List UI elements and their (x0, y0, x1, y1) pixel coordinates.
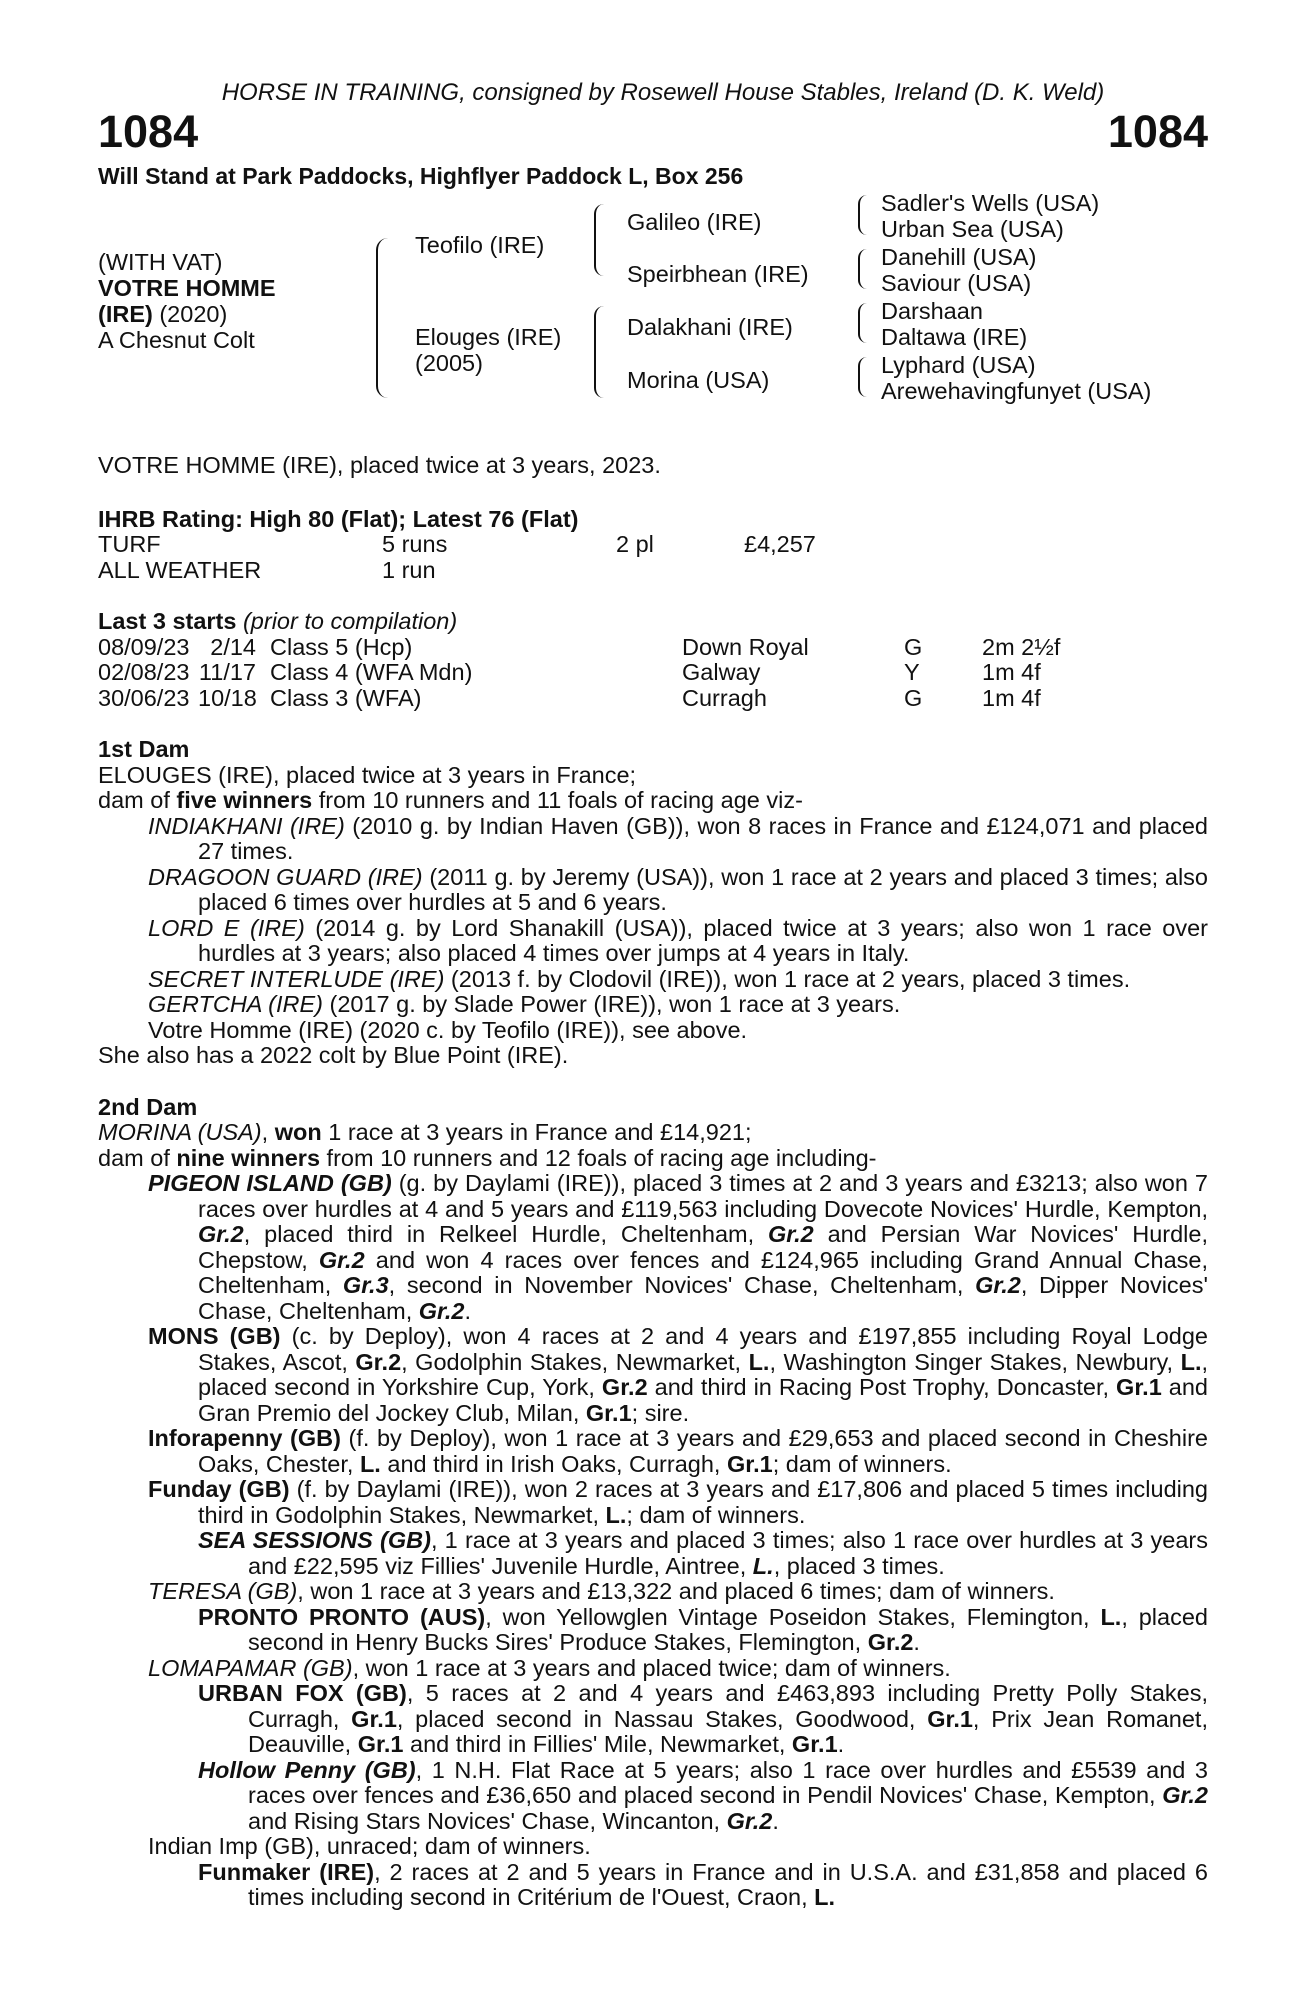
start-course: Galway (682, 659, 761, 685)
brace-3a (858, 195, 867, 235)
pedigree-table (98, 191, 1208, 421)
horse-year: (2020) (152, 301, 228, 327)
first-dam-also: She also has a 2022 colt by Blue Point (IRE). (98, 1042, 569, 1068)
produce-text: , placed second in Henry Bucks Sires' Produce Stakes, Flemington, (248, 1603, 1208, 1655)
produce-inforapenny (148, 1426, 1208, 1477)
produce-entry-votre: Votre Homme (IRE) (2020 c. by Teofilo (IRE)), see above. (148, 1016, 748, 1043)
produce-text: , 5 races at 2 and 4 years and £463,893 including Pretty Polly Stakes, Curragh, (248, 1680, 1208, 1732)
sire-name: Teofilo (IRE) (415, 232, 545, 258)
rating-section (98, 507, 1208, 584)
rating-placed: 2 pl (616, 531, 654, 557)
grade: Gr.1 (351, 1705, 397, 1732)
produce-name: LORD E (IRE) (148, 914, 305, 941)
produce-name: PRONTO PRONTO (AUS) (198, 1603, 486, 1630)
grade: Gr.1 (585, 1399, 632, 1426)
produce-text: , placed second in Nassau Stakes, Goodwood, (396, 1705, 928, 1732)
produce-name: TERESA (GB) (148, 1578, 298, 1604)
produce-lomapamar (148, 1656, 1208, 1682)
start-going: Y (904, 659, 920, 685)
produce-entry (148, 967, 1208, 993)
rating-surface: TURF (98, 531, 161, 557)
grade: Gr.2 (726, 1807, 773, 1834)
grade: Gr.2 (355, 1348, 402, 1375)
grade: Gr.1 (927, 1705, 973, 1732)
start-row (98, 686, 1208, 712)
ped-dds: Lyphard (USA) (881, 352, 1036, 378)
ped-ddd: Arewehavingfunyet (USA) (881, 378, 1152, 404)
second-dam-name: MORINA (USA) (98, 1119, 262, 1145)
ped-sss: Sadler's Wells (USA) (881, 190, 1100, 216)
produce-urban-fox (198, 1681, 1208, 1758)
produce-funmaker (198, 1860, 1208, 1911)
produce-name: INDIAKHANI (IRE) (148, 812, 345, 839)
brace-3c (858, 303, 867, 343)
ped-dss: Darshaan (881, 298, 983, 324)
grade: Gr.3 (342, 1272, 389, 1298)
catalogue-page (98, 80, 1208, 1911)
lot-number-row (98, 105, 1208, 157)
produce-text: , placed second in Yorkshire Cup, York, (198, 1348, 1209, 1400)
produce-text: . (913, 1629, 920, 1655)
dam-sire: Dalakhani (IRE) (627, 314, 793, 340)
produce-text: , Washington Singer Stakes, Newbury, (769, 1348, 1181, 1375)
produce-text: , 1 N.H. Flat Race at 5 years; also 1 race over hurdles and £5539 and 3 races over fences and £36,650 and placed second in Pendil Novices' Chase, Kempton, (248, 1756, 1209, 1808)
produce-name: Funday (GB) (148, 1476, 290, 1502)
start-distance: 1m 4f (982, 684, 1041, 711)
rating-runs: 5 runs (382, 531, 448, 557)
grade: Gr.2 (768, 1221, 814, 1247)
produce-name: SECRET INTERLUDE (IRE) (148, 965, 445, 992)
produce-text: , placed 3 times. (773, 1552, 945, 1579)
produce-name: URBAN FOX (GB) (198, 1680, 407, 1706)
produce-text: ; dam of winners. (626, 1501, 806, 1528)
produce-text: , second in November Novices' Chase, Cheltenham, (388, 1272, 976, 1298)
lot-number-right: 1084 (1107, 105, 1208, 157)
last-starts-title: Last 3 starts (98, 608, 237, 634)
produce-text: (2013 f. by Clodovil (IRE)), won 1 race at 2 years, placed 3 times. (444, 965, 1131, 992)
rating-prize: £4,257 (744, 531, 816, 557)
grade: Gr.1 (791, 1731, 838, 1757)
dam-of-pre: dam of (98, 1144, 177, 1171)
grade: L. (1100, 1603, 1122, 1630)
produce-name: MONS (GB) (148, 1323, 281, 1349)
produce-funday (148, 1477, 1208, 1528)
start-date: 30/06/23 (98, 684, 190, 711)
start-row (98, 635, 1208, 661)
dam-dam: Morina (USA) (627, 367, 770, 393)
grade: Gr.1 (726, 1450, 773, 1477)
produce-text: . (837, 1731, 845, 1757)
produce-text: , Dipper Novices' Chase, Cheltenham, (198, 1272, 1208, 1324)
grade: L. (748, 1348, 770, 1375)
summary-line: VOTRE HOMME (IRE), placed twice at 3 years, 2023. (98, 452, 661, 478)
produce-text: (f. by Deploy), won 1 race at 3 years and £29,653 and placed second in Cheshire Oaks, Chester, (198, 1425, 1208, 1477)
produce-text: , won 1 race at 3 years and placed twice; dam of winners. (352, 1654, 951, 1681)
dam-of-pre: dam of (98, 787, 177, 813)
produce-name: GERTCHA (IRE) (148, 991, 323, 1017)
stand-location: Will Stand at Park Paddocks, Highflyer Paddock L, Box 256 (98, 162, 744, 189)
produce-name: DRAGOON GUARD (IRE) (148, 863, 423, 890)
produce-text: . (772, 1807, 779, 1834)
produce-text: , won Yellowglen Vintage Poseidon Stakes, Flemington, (485, 1603, 1101, 1630)
start-distance: 1m 4f (982, 659, 1041, 685)
grade: Gr.2 (318, 1246, 365, 1273)
horse-description: A Chesnut Colt (98, 327, 255, 353)
produce-pronto-pronto (198, 1605, 1208, 1656)
dam-of-post: from 10 runners and 12 foals of racing age including- (320, 1144, 877, 1171)
rating-runs: 1 run (382, 556, 436, 583)
vat-label: (WITH VAT) (98, 249, 223, 275)
produce-text: (c. by Deploy), won 4 races at 2 and 4 years and £197,855 including Royal Lodge Stakes, Ascot, (198, 1323, 1208, 1375)
brace-2a (594, 204, 604, 276)
produce-text: , Prix Jean Romanet, Deauville, (248, 1705, 1208, 1757)
ped-dsd: Daltawa (IRE) (881, 324, 1028, 350)
produce-sea-sessions (198, 1528, 1208, 1579)
start-date: 08/09/23 (98, 633, 190, 660)
horse-country: (IRE) (98, 301, 153, 327)
start-going: G (904, 633, 923, 660)
produce-text: and third in Racing Post Trophy, Doncaster, (647, 1374, 1117, 1400)
produce-name: PIGEON ISLAND (GB) (148, 1170, 392, 1196)
dam-of-count: nine winners (176, 1144, 321, 1171)
rating-row (98, 532, 1208, 558)
rating-title: IHRB Rating: High 80 (Flat); Latest 76 (Flat) (98, 505, 579, 532)
produce-name: LOMAPAMAR (GB) (148, 1654, 353, 1681)
produce-text: (2010 g. by Indian Haven (GB)), won 8 races in France and £124,071 and placed 27 times. (198, 812, 1208, 864)
grade: Gr.1 (1116, 1374, 1162, 1400)
second-dam-title: 2nd Dam (98, 1093, 198, 1120)
ped-sds: Danehill (USA) (881, 244, 1037, 270)
won-label: won (274, 1119, 322, 1145)
grade: Gr.2 (198, 1221, 244, 1247)
grade: Gr.2 (601, 1374, 648, 1400)
grade: Gr.2 (1162, 1782, 1208, 1808)
brace-2b (594, 306, 604, 398)
start-date: 02/08/23 (98, 659, 190, 685)
produce-entry (148, 865, 1208, 916)
sire-dam: Speirbhean (IRE) (627, 261, 809, 287)
produce-text: ; sire. (631, 1399, 690, 1426)
second-dam-intro (98, 1120, 1208, 1146)
produce-hollow-penny (198, 1758, 1208, 1835)
start-position: 10/18 (198, 684, 257, 711)
rating-row (98, 558, 1208, 584)
produce-text: , 1 race at 3 years and placed 3 times; also 1 race over hurdles at 3 years and £22,595 viz Fillies' Juvenile Hurdle, Aintree, (248, 1527, 1209, 1579)
horse-origin-year (98, 302, 227, 328)
start-row (98, 660, 1208, 686)
dam-year: (2005) (415, 350, 483, 376)
start-race: Class 3 (WFA) (270, 684, 422, 711)
first-dam-section (98, 737, 1208, 1069)
grade: Gr.2 (867, 1629, 914, 1655)
produce-text: , placed third in Relkeel Hurdle, Cheltenham, (243, 1221, 768, 1247)
start-race: Class 5 (Hcp) (270, 633, 413, 660)
last-starts-section (98, 609, 1208, 711)
produce-text: and Gran Premio del Jockey Club, Milan, (198, 1374, 1208, 1426)
produce-text: . (464, 1297, 472, 1324)
produce-pigeon-island (148, 1171, 1208, 1324)
start-distance: 2m 2½f (982, 633, 1061, 660)
produce-text: and third in Irish Oaks, Curragh, (380, 1450, 727, 1477)
produce-text: and Persian War Novices' Hurdle, Chepstow, (198, 1221, 1209, 1273)
start-going: G (904, 684, 923, 711)
produce-entry (148, 992, 1208, 1018)
rating-surface: ALL WEATHER (98, 556, 262, 583)
grade: L. (605, 1501, 627, 1528)
grade: L. (359, 1450, 381, 1477)
grade: Gr.1 (357, 1731, 404, 1757)
first-dam-dam-of (98, 788, 1208, 814)
produce-text: (2014 g. by Lord Shanakill (USA)), placed twice at 3 years; also won 1 race over hurdles at 3 years; also placed 4 times over jumps at 4 years in Italy. (198, 914, 1208, 966)
grade: L. (814, 1884, 836, 1910)
consignment-line: HORSE IN TRAINING, consigned by Rosewell House Stables, Ireland (D. K. Weld) (221, 79, 1105, 106)
dam-of-count: five winners (176, 787, 313, 813)
lot-number-left: 1084 (98, 105, 199, 157)
produce-name: Inforapenny (GB) (148, 1425, 341, 1451)
grade: L. (1180, 1348, 1202, 1375)
grade: L. (752, 1552, 774, 1579)
produce-entry (148, 916, 1208, 967)
brace-1 (376, 238, 388, 398)
produce-text: (f. by Daylami (IRE)), won 2 races at 3 years and £17,806 and placed 5 times including third in Godolphin Stakes, Newmarket, (198, 1476, 1208, 1528)
last-starts-note: (prior to compilation) (236, 608, 458, 634)
dam-name: Elouges (IRE) (415, 324, 562, 350)
grade: Gr.2 (418, 1297, 465, 1324)
start-course: Down Royal (682, 633, 809, 660)
second-dam-section (98, 1095, 1208, 1911)
second-dam-dam-of (98, 1146, 1208, 1172)
start-race: Class 4 (WFA Mdn) (270, 659, 473, 685)
produce-text: (2011 g. by Jeremy (USA)), won 1 race at 2 years and placed 3 times; also placed 6 times over hurdles at 5 and 6 years. (198, 863, 1208, 915)
produce-text: , 2 races at 2 and 5 years in France and in U.S.A. and £31,858 and placed 6 times including second in Critérium de l'Ouest, Craon, (248, 1858, 1208, 1910)
first-dam-intro: ELOUGES (IRE), placed twice at 3 years in France; (98, 761, 637, 788)
produce-text: and third in Fillies' Mile, Newmarket, (403, 1731, 792, 1757)
brace-3d (858, 357, 867, 397)
ped-ssd: Urban Sea (USA) (881, 216, 1064, 242)
sire-sire: Galileo (IRE) (627, 209, 762, 235)
produce-text: and Rising Stars Novices' Chase, Wincanton, (248, 1807, 727, 1834)
sep: , (261, 1119, 275, 1145)
last-starts-heading (98, 609, 1208, 635)
produce-teresa (148, 1579, 1208, 1605)
horse-name: VOTRE HOMME (98, 275, 276, 301)
produce-text: (2017 g. by Slade Power (IRE)), won 1 race at 3 years. (322, 991, 901, 1017)
brace-3b (858, 249, 867, 289)
produce-mons (148, 1324, 1208, 1426)
produce-text: and won 4 races over fences and £124,965 including Grand Annual Chase, Cheltenham, (198, 1246, 1209, 1298)
dam-of-post: from 10 runners and 11 foals of racing age viz- (312, 787, 803, 813)
ped-sdd: Saviour (USA) (881, 270, 1032, 296)
produce-text: , Godolphin Stakes, Newmarket, (401, 1348, 749, 1375)
produce-name: Funmaker (IRE) (198, 1858, 375, 1885)
produce-indian-imp: Indian Imp (GB), unraced; dam of winners. (148, 1833, 591, 1859)
first-dam-title: 1st Dam (98, 736, 190, 762)
produce-text: ; dam of winners. (772, 1450, 952, 1477)
produce-text: , won 1 race at 3 years and £13,322 and placed 6 times; dam of winners. (297, 1578, 1055, 1604)
produce-entry (148, 814, 1208, 865)
grade: Gr.2 (975, 1272, 1021, 1298)
produce-name: SEA SESSIONS (GB) (198, 1527, 431, 1553)
produce-name: Hollow Penny (GB) (198, 1756, 416, 1783)
start-course: Curragh (682, 684, 767, 711)
produce-text: (g. by Daylami (IRE)), placed 3 times at 2 and 3 years and £3213; also won 7 races over hurdles at 4 and 5 years and £119,563 including Dovecote Novices' Hurdle, Kempton, (198, 1170, 1208, 1222)
start-position: 11/17 (198, 659, 256, 685)
second-dam-intro-text: 1 race at 3 years in France and £14,921; (321, 1119, 752, 1145)
start-position: 2/14 (210, 633, 256, 660)
